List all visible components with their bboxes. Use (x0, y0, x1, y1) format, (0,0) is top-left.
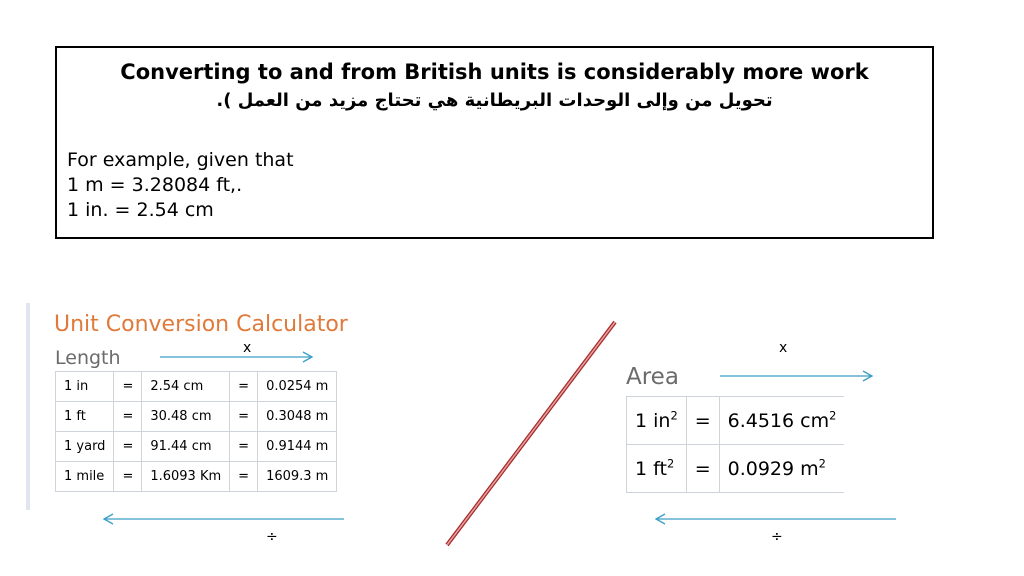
table-cell: 1.6093 Km (142, 462, 230, 492)
table-cell: 1 ft (56, 402, 114, 432)
exponent: 2 (670, 408, 678, 423)
table-cell: 2.54 cm (142, 372, 230, 402)
area-label: Area (626, 364, 679, 390)
table-cell: = (686, 445, 719, 493)
exponent: 2 (818, 456, 826, 471)
unit-text: 1 in (635, 409, 671, 432)
multiply-symbol-area: x (779, 340, 788, 356)
title-arabic: تحويل من وإلى الوحدات البريطانية هي تحتاج مزيد من العمل ). (216, 90, 773, 111)
multiply-symbol-length: x (243, 340, 252, 356)
left-arrow-length (104, 514, 344, 524)
value-text: 6.4516 cm (727, 409, 830, 432)
table-cell: = (114, 372, 142, 402)
example-line: 1 m = 3.28084 ft,. (67, 174, 243, 196)
left-arrow-area (656, 514, 896, 524)
table-cell: = (114, 432, 142, 462)
length-label: Length (55, 347, 121, 369)
table-cell: = (114, 402, 142, 432)
example-line: 1 in. = 2.54 cm (67, 199, 214, 221)
exponent: 2 (666, 456, 675, 471)
table-cell: = (686, 397, 719, 445)
table-cell: 0.0254 m (258, 372, 337, 402)
table-cell: = (230, 462, 258, 492)
table-cell: 0.3048 m (258, 402, 337, 432)
table-cell: = (230, 432, 258, 462)
table-cell: 1 yard (56, 432, 114, 462)
divide-symbol-area: ÷ (771, 529, 783, 545)
table-cell: = (230, 402, 258, 432)
right-arrow-area (720, 371, 872, 381)
table-cell: = (114, 462, 142, 492)
table-cell: 1 in (56, 372, 114, 402)
unit-text: 1 ft (635, 457, 667, 480)
table-cell: 1 mile (56, 462, 114, 492)
table-cell: 91.44 cm (142, 432, 230, 462)
table-cell: 30.48 cm (142, 402, 230, 432)
exponent: 2 (829, 408, 837, 423)
value-text: 0.0929 m (727, 457, 819, 480)
calculator-title: Unit Conversion Calculator (54, 312, 348, 337)
right-arrow-length (160, 352, 312, 362)
table-cell: 0.9144 m (258, 432, 337, 462)
table-cell: = (230, 372, 258, 402)
divide-symbol-length: ÷ (266, 529, 278, 545)
table-cell: 1609.3 m (258, 462, 337, 492)
title-english: Converting to and from British units is considerably more work (120, 60, 869, 84)
example-line: For example, given that (67, 149, 294, 171)
diagonal-divider (447, 322, 615, 545)
